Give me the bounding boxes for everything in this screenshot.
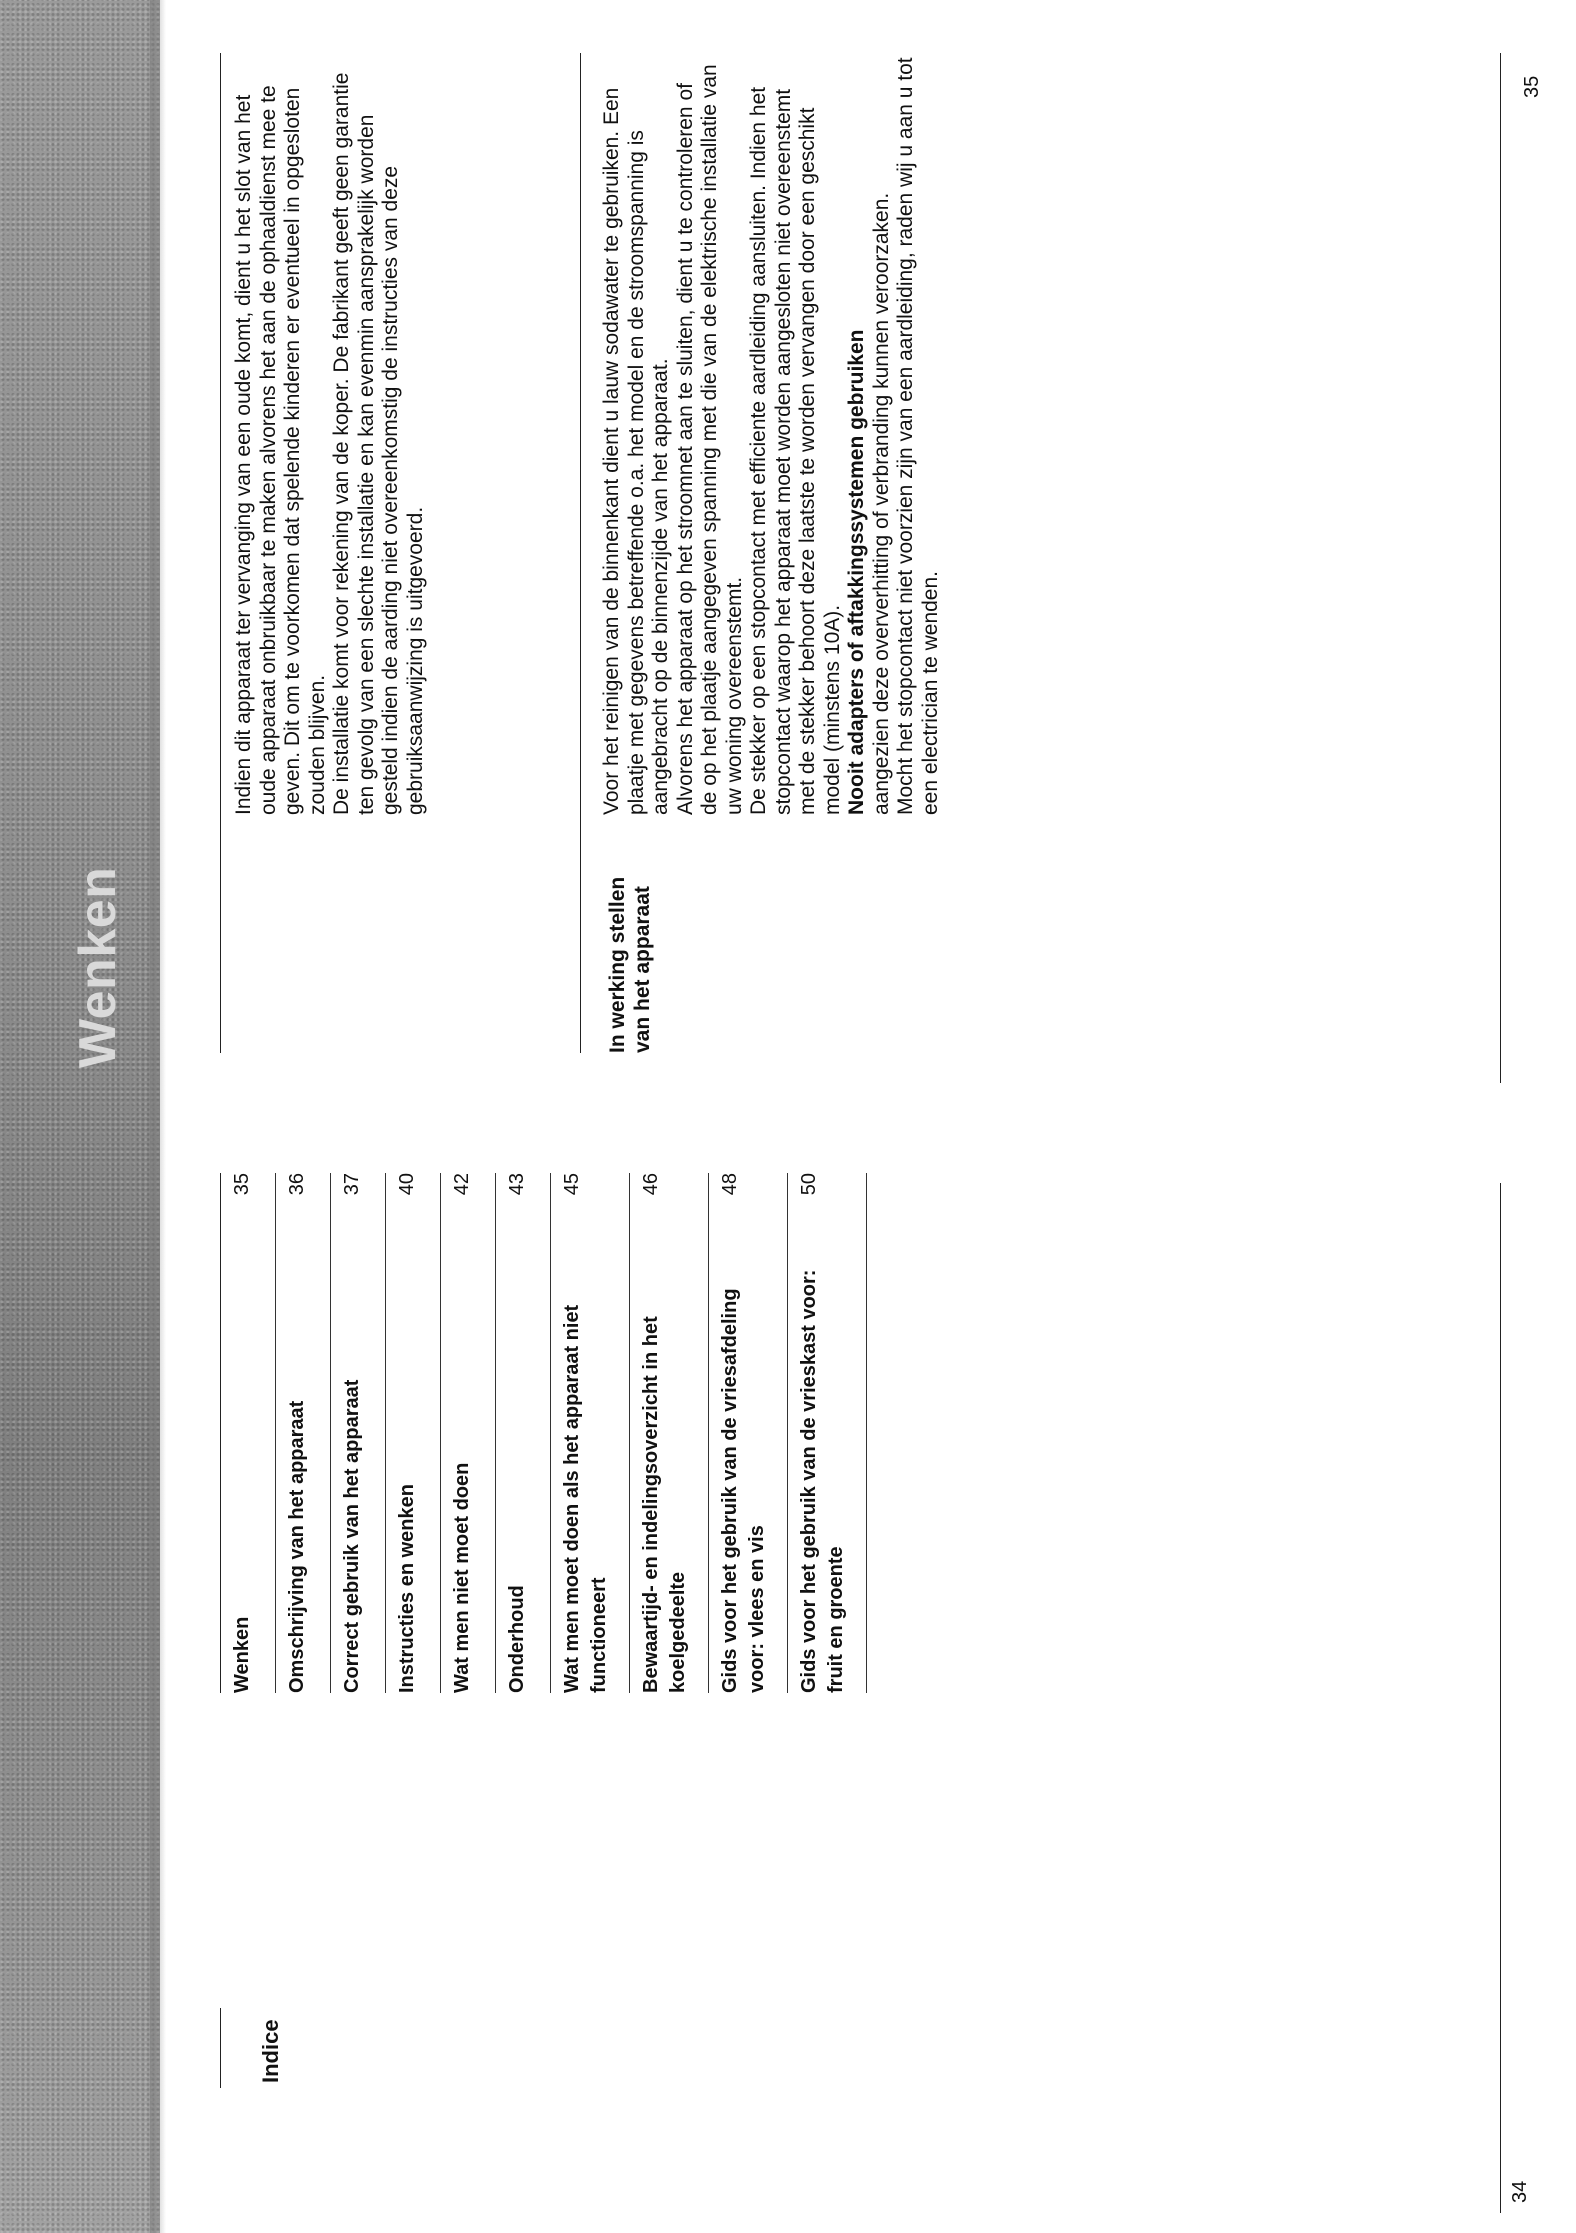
index-title: Instructies en wenken [396,1484,418,1693]
index-title: Wat men moet doen als het apparaat niet functioneert [561,1304,610,1693]
section-heading: In werking stellen van het apparaat [606,876,654,1053]
header-band-fade [150,0,166,2233]
footer-rule-left [1500,1183,1501,2213]
section-rule-top [220,53,221,1053]
index-row [386,1173,441,1693]
index-label: Indice [258,2019,283,2083]
index-title: Correct gebruik van het apparaat [341,1379,363,1693]
index-page: 45 [561,1173,583,1196]
index-title: Onderhoud [506,1585,528,1693]
index-page: 37 [341,1173,363,1196]
index-title: Wat men niet moet doen [451,1462,473,1693]
index-row [788,1173,867,1693]
index-page: 40 [396,1173,418,1196]
index-page: 50 [798,1173,820,1196]
intro-paragraph: Indien dit apparaat ter vervanging van een oude komt, dient u het slot van het oude apparaat onbruikbaar te maken alvorens het aan de ophaaldienst mee te geven. Dit om te voorkomen dat spelende kinderen er eventueel in opgesloten zouden blijven. [232,85,329,815]
warning-text: aangezien deze oververhitting of verbranding kunnen veroorzaken. [869,192,893,815]
index-table [220,1173,867,1693]
index-row [221,1173,276,1693]
index-row [709,1173,788,1693]
werking-paragraph: Voor het reinigen van de binnenkant dient u lauw sodawater te gebruiken. Een plaatje met gegevens betreffende o.a. het model en de stroomspanning is aangebracht op de binnenzijde van het apparaat. [600,87,672,815]
page-number-right: 35 [1521,75,1543,98]
index-title: Wenken [231,1616,253,1693]
intro-paragraph: De installatie komt voor rekening van de koper. De fabrikant geeft geen garantie ten gevolg van een slechte installatie en kan evenmin aansprakelijk worden gesteld indien de aarding niet overeenkomstig de instructies van deze gebruiksaanwijzing is uitgevoerd. [330,72,427,815]
index-top-rule [220,2008,221,2088]
werking-text [600,55,943,815]
page-title: Wenken [69,866,127,1068]
index-page: 42 [451,1173,473,1196]
page-number-left: 34 [1509,2180,1531,2203]
index-page: 43 [506,1173,528,1196]
index-row [496,1173,551,1693]
werking-paragraph: Mocht het stopcontact niet voorzien zijn van een aardleiding, raden wij u aan u tot een electrician te wenden. [894,57,942,815]
index-page: 36 [286,1173,308,1196]
section-rule-middle [580,53,581,1053]
werking-paragraph: De stekker op een stopcontact met efficiente aardleiding aansluiten. Indien het stopcontact waarop het apparaat moet worden aangesloten niet overeenstemt met de stekker behoort deze laatste te worden vervangen door een geschikt model (minstens 10A). [747,86,844,815]
header-band [0,0,160,2233]
index-row [630,1173,709,1693]
index-page: 48 [719,1173,741,1196]
index-page: 46 [640,1173,662,1196]
index-row [331,1173,386,1693]
warning-bold: Nooit adapters of aftakkingssystemen gebruiken [845,329,868,815]
index-title: Omschrijving van het apparaat [286,1400,308,1693]
werking-paragraph: Alvorens het apparaat op het stroomnet aan te sluiten, dient u te controleren of de op het plaatje aangegeven spanning met die van de elektrische installatie van uw woning overeenstemt. [673,64,746,815]
index-row [441,1173,496,1693]
index-row [276,1173,331,1693]
index-row [551,1173,630,1693]
intro-text [232,55,428,815]
index-title: Gids voor het gebruik van de vrieskast voor: fruit en groente [798,1269,847,1693]
index-title: Bewaartijd- en indelingsoverzicht in het koelgedeelte [640,1316,689,1693]
footer-rule-right [1500,53,1501,1083]
index-title: Gids voor het gebruik van de vriesafdeling voor: vlees en vis [719,1288,768,1693]
index-page: 35 [231,1173,253,1196]
